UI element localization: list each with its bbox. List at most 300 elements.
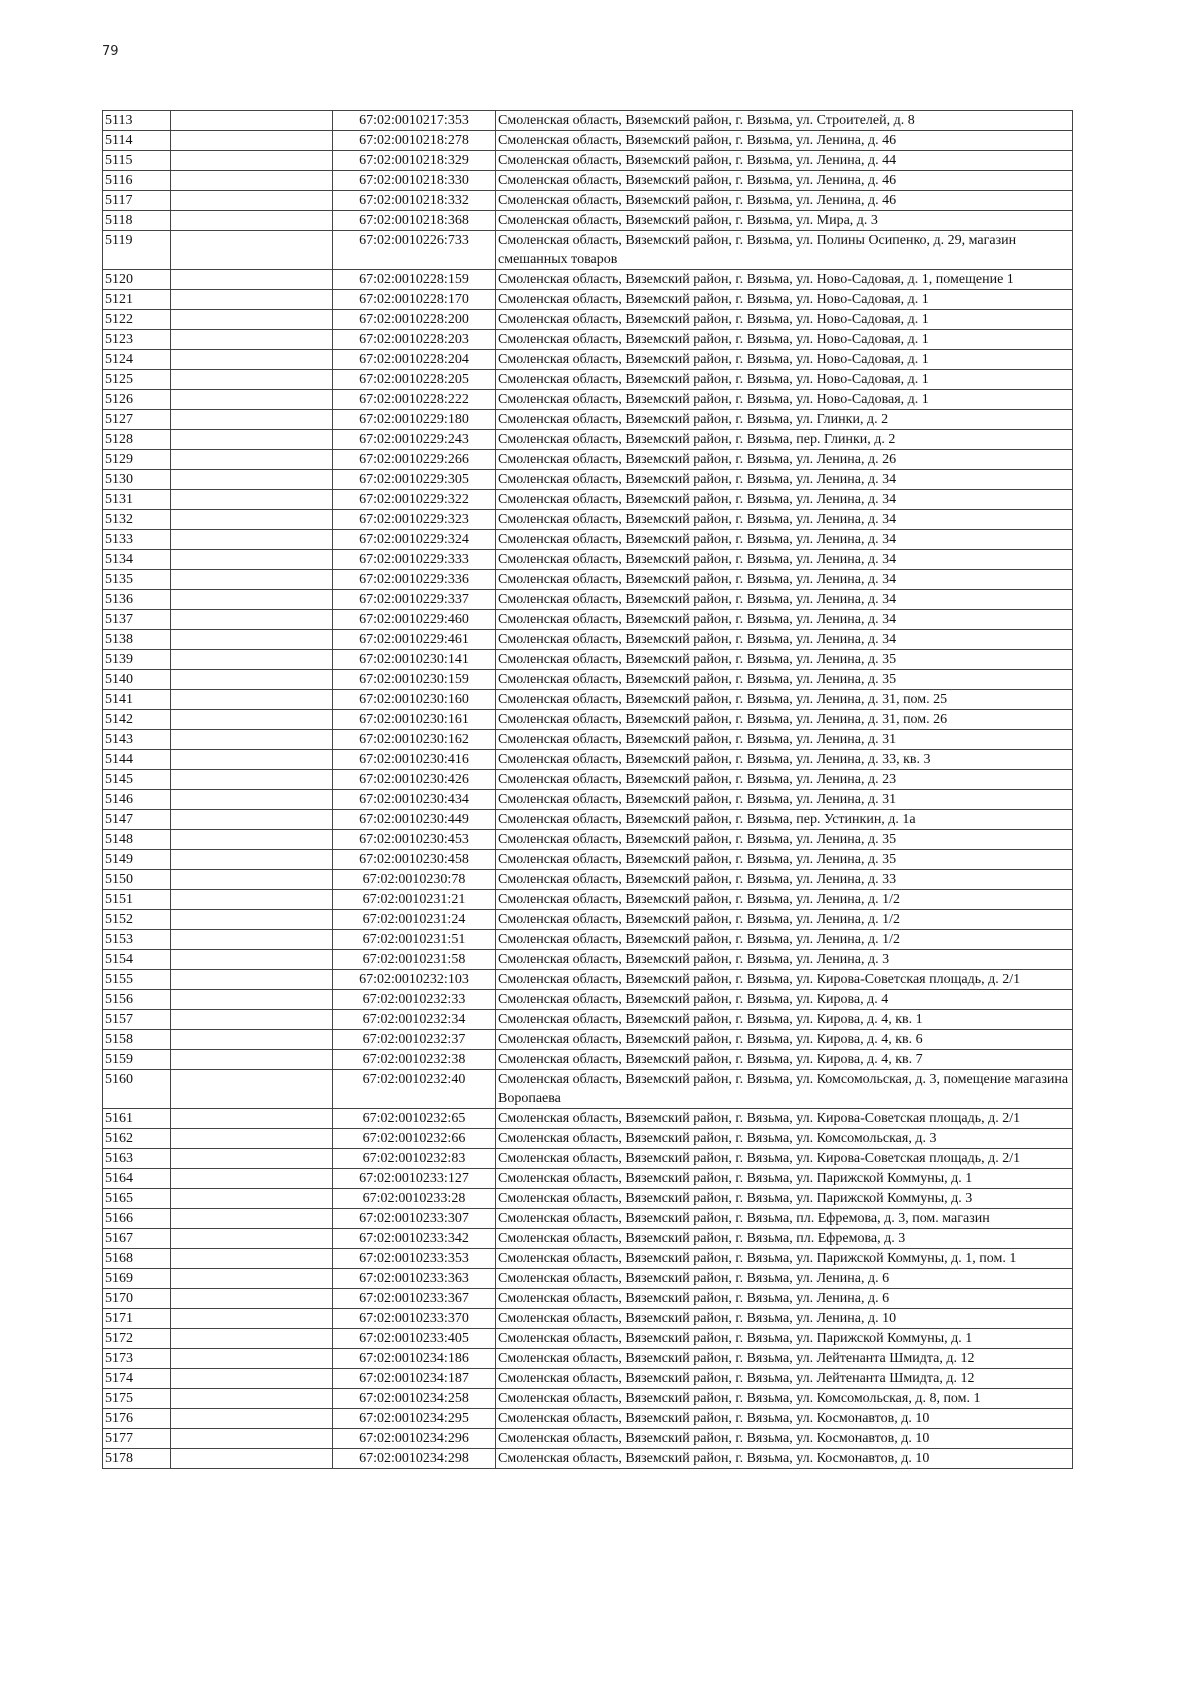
cadastral-number-cell: 67:02:0010232:66 — [333, 1129, 496, 1149]
row-number-cell: 5148 — [103, 830, 171, 850]
row-number-cell: 5123 — [103, 330, 171, 350]
address-cell: Смоленская область, Вяземский район, г. Вязьма, ул. Глинки, д. 2 — [496, 410, 1073, 430]
table-row — [103, 370, 1073, 390]
row-number-cell: 5165 — [103, 1189, 171, 1209]
cadastral-number-cell: 67:02:0010233:353 — [333, 1249, 496, 1269]
address-cell: Смоленская область, Вяземский район, г. Вязьма, ул. Ленина, д. 34 — [496, 590, 1073, 610]
cadastral-number-cell: 67:02:0010217:353 — [333, 111, 496, 131]
cadastral-number-cell: 67:02:0010218:329 — [333, 151, 496, 171]
row-number-cell: 5133 — [103, 530, 171, 550]
table-row — [103, 550, 1073, 570]
empty-cell — [171, 330, 333, 350]
empty-cell — [171, 550, 333, 570]
empty-cell — [171, 370, 333, 390]
cadastral-number-cell: 67:02:0010233:367 — [333, 1289, 496, 1309]
empty-cell — [171, 1209, 333, 1229]
row-number-cell: 5172 — [103, 1329, 171, 1349]
cadastral-number-cell: 67:02:0010234:258 — [333, 1389, 496, 1409]
address-cell: Смоленская область, Вяземский район, г. Вязьма, ул. Ленина, д. 31, пом. 25 — [496, 690, 1073, 710]
row-number-cell: 5167 — [103, 1229, 171, 1249]
address-cell: Смоленская область, Вяземский район, г. Вязьма, ул. Ленина, д. 46 — [496, 131, 1073, 151]
empty-cell — [171, 1030, 333, 1050]
cadastral-number-cell: 67:02:0010232:38 — [333, 1050, 496, 1070]
cadastral-number-cell: 67:02:0010232:33 — [333, 990, 496, 1010]
address-cell: Смоленская область, Вяземский район, г. Вязьма, ул. Ленина, д. 34 — [496, 550, 1073, 570]
table-row — [103, 1030, 1073, 1050]
cadastral-number-cell: 67:02:0010233:28 — [333, 1189, 496, 1209]
cadastral-number-cell: 67:02:0010230:161 — [333, 710, 496, 730]
row-number-cell: 5125 — [103, 370, 171, 390]
empty-cell — [171, 970, 333, 990]
table-row — [103, 1329, 1073, 1349]
address-cell: Смоленская область, Вяземский район, г. Вязьма, ул. Ленина, д. 6 — [496, 1289, 1073, 1309]
row-number-cell: 5138 — [103, 630, 171, 650]
cadastral-number-cell: 67:02:0010233:307 — [333, 1209, 496, 1229]
row-number-cell: 5128 — [103, 430, 171, 450]
address-cell: Смоленская область, Вяземский район, г. Вязьма, ул. Комсомольская, д. 8, пом. 1 — [496, 1389, 1073, 1409]
empty-cell — [171, 570, 333, 590]
cadastral-number-cell: 67:02:0010234:186 — [333, 1349, 496, 1369]
row-number-cell: 5164 — [103, 1169, 171, 1189]
table-row — [103, 1309, 1073, 1329]
empty-cell — [171, 430, 333, 450]
address-cell: Смоленская область, Вяземский район, г. Вязьма, ул. Ново-Садовая, д. 1 — [496, 310, 1073, 330]
empty-cell — [171, 830, 333, 850]
row-number-cell: 5168 — [103, 1249, 171, 1269]
row-number-cell: 5166 — [103, 1209, 171, 1229]
cadastral-number-cell: 67:02:0010233:127 — [333, 1169, 496, 1189]
address-cell: Смоленская область, Вяземский район, г. Вязьма, ул. Ленина, д. 1/2 — [496, 930, 1073, 950]
table-row — [103, 710, 1073, 730]
row-number-cell: 5117 — [103, 191, 171, 211]
empty-cell — [171, 1369, 333, 1389]
row-number-cell: 5145 — [103, 770, 171, 790]
address-cell: Смоленская область, Вяземский район, г. Вязьма, ул. Ново-Садовая, д. 1, помещение 1 — [496, 270, 1073, 290]
empty-cell — [171, 590, 333, 610]
table-row — [103, 670, 1073, 690]
empty-cell — [171, 350, 333, 370]
table-row — [103, 630, 1073, 650]
cadastral-number-cell: 67:02:0010231:58 — [333, 950, 496, 970]
empty-cell — [171, 1289, 333, 1309]
row-number-cell: 5114 — [103, 131, 171, 151]
table-row — [103, 530, 1073, 550]
table-row — [103, 1070, 1073, 1109]
address-cell: Смоленская область, Вяземский район, г. Вязьма, ул. Ново-Садовая, д. 1 — [496, 370, 1073, 390]
table-row — [103, 1229, 1073, 1249]
row-number-cell: 5121 — [103, 290, 171, 310]
table-row — [103, 990, 1073, 1010]
row-number-cell: 5161 — [103, 1109, 171, 1129]
row-number-cell: 5160 — [103, 1070, 171, 1109]
cadastral-number-cell: 67:02:0010232:37 — [333, 1030, 496, 1050]
table-row — [103, 350, 1073, 370]
row-number-cell: 5151 — [103, 890, 171, 910]
address-cell: Смоленская область, Вяземский район, г. Вязьма, ул. Ленина, д. 35 — [496, 850, 1073, 870]
empty-cell — [171, 790, 333, 810]
cadastral-number-cell: 67:02:0010229:461 — [333, 630, 496, 650]
table-row — [103, 211, 1073, 231]
cadastral-number-cell: 67:02:0010218:330 — [333, 171, 496, 191]
row-number-cell: 5132 — [103, 510, 171, 530]
address-cell: Смоленская область, Вяземский район, г. Вязьма, ул. Ново-Садовая, д. 1 — [496, 390, 1073, 410]
empty-cell — [171, 1249, 333, 1269]
address-cell: Смоленская область, Вяземский район, г. Вязьма, ул. Кирова-Советская площадь, д. 2/1 — [496, 1109, 1073, 1129]
table-row — [103, 830, 1073, 850]
empty-cell — [171, 1010, 333, 1030]
row-number-cell: 5149 — [103, 850, 171, 870]
address-cell: Смоленская область, Вяземский район, г. Вязьма, пер. Глинки, д. 2 — [496, 430, 1073, 450]
table-row — [103, 1149, 1073, 1169]
cadastral-number-cell: 67:02:0010230:434 — [333, 790, 496, 810]
address-cell: Смоленская область, Вяземский район, г. Вязьма, ул. Парижской Коммуны, д. 1 — [496, 1329, 1073, 1349]
row-number-cell: 5135 — [103, 570, 171, 590]
row-number-cell: 5146 — [103, 790, 171, 810]
row-number-cell: 5173 — [103, 1349, 171, 1369]
table-row — [103, 1429, 1073, 1449]
empty-cell — [171, 690, 333, 710]
empty-cell — [171, 111, 333, 131]
empty-cell — [171, 950, 333, 970]
address-cell: Смоленская область, Вяземский район, г. Вязьма, ул. Кирова-Советская площадь, д. 2/1 — [496, 1149, 1073, 1169]
row-number-cell: 5124 — [103, 350, 171, 370]
table-row — [103, 930, 1073, 950]
row-number-cell: 5177 — [103, 1429, 171, 1449]
cadastral-number-cell: 67:02:0010229:266 — [333, 450, 496, 470]
address-cell: Смоленская область, Вяземский район, г. Вязьма, ул. Ленина, д. 34 — [496, 470, 1073, 490]
address-cell: Смоленская область, Вяземский район, г. Вязьма, пл. Ефремова, д. 3 — [496, 1229, 1073, 1249]
row-number-cell: 5153 — [103, 930, 171, 950]
cadastral-number-cell: 67:02:0010230:416 — [333, 750, 496, 770]
table-row — [103, 610, 1073, 630]
empty-cell — [171, 310, 333, 330]
address-cell: Смоленская область, Вяземский район, г. Вязьма, ул. Ленина, д. 6 — [496, 1269, 1073, 1289]
empty-cell — [171, 1309, 333, 1329]
empty-cell — [171, 1129, 333, 1149]
row-number-cell: 5116 — [103, 171, 171, 191]
cadastral-number-cell: 67:02:0010233:363 — [333, 1269, 496, 1289]
empty-cell — [171, 730, 333, 750]
empty-cell — [171, 670, 333, 690]
empty-cell — [171, 610, 333, 630]
cadastral-number-cell: 67:02:0010229:460 — [333, 610, 496, 630]
table-row — [103, 770, 1073, 790]
table-row — [103, 1189, 1073, 1209]
empty-cell — [171, 1149, 333, 1169]
table-row — [103, 1369, 1073, 1389]
empty-cell — [171, 171, 333, 191]
table-row — [103, 450, 1073, 470]
address-cell: Смоленская область, Вяземский район, г. Вязьма, ул. Ленина, д. 33 — [496, 870, 1073, 890]
empty-cell — [171, 490, 333, 510]
empty-cell — [171, 530, 333, 550]
address-cell: Смоленская область, Вяземский район, г. Вязьма, ул. Ленина, д. 44 — [496, 151, 1073, 171]
row-number-cell: 5176 — [103, 1409, 171, 1429]
row-number-cell: 5143 — [103, 730, 171, 750]
empty-cell — [171, 470, 333, 490]
address-cell: Смоленская область, Вяземский район, г. Вязьма, ул. Ленина, д. 31, пом. 26 — [496, 710, 1073, 730]
cadastral-number-cell: 67:02:0010229:322 — [333, 490, 496, 510]
cadastral-number-cell: 67:02:0010231:21 — [333, 890, 496, 910]
table-row — [103, 1449, 1073, 1469]
empty-cell — [171, 990, 333, 1010]
row-number-cell: 5147 — [103, 810, 171, 830]
address-cell: Смоленская область, Вяземский район, г. Вязьма, ул. Ново-Садовая, д. 1 — [496, 290, 1073, 310]
cadastral-number-cell: 67:02:0010228:222 — [333, 390, 496, 410]
address-cell: Смоленская область, Вяземский район, г. Вязьма, ул. Космонавтов, д. 10 — [496, 1429, 1073, 1449]
empty-cell — [171, 510, 333, 530]
row-number-cell: 5178 — [103, 1449, 171, 1469]
cadastral-number-cell: 67:02:0010234:296 — [333, 1429, 496, 1449]
address-cell: Смоленская область, Вяземский район, г. Вязьма, ул. Мира, д. 3 — [496, 211, 1073, 231]
empty-cell — [171, 870, 333, 890]
row-number-cell: 5120 — [103, 270, 171, 290]
row-number-cell: 5169 — [103, 1269, 171, 1289]
address-cell: Смоленская область, Вяземский район, г. Вязьма, ул. Кирова, д. 4, кв. 6 — [496, 1030, 1073, 1050]
cadastral-number-cell: 67:02:0010230:159 — [333, 670, 496, 690]
empty-cell — [171, 770, 333, 790]
cadastral-number-cell: 67:02:0010226:733 — [333, 231, 496, 270]
cadastral-number-cell: 67:02:0010231:51 — [333, 930, 496, 950]
empty-cell — [171, 390, 333, 410]
property-registry-table — [102, 110, 1073, 1469]
empty-cell — [171, 1389, 333, 1409]
cadastral-number-cell: 67:02:0010234:187 — [333, 1369, 496, 1389]
table-row — [103, 410, 1073, 430]
row-number-cell: 5175 — [103, 1389, 171, 1409]
table-row — [103, 171, 1073, 191]
address-cell: Смоленская область, Вяземский район, г. Вязьма, ул. Ленина, д. 35 — [496, 650, 1073, 670]
cadastral-number-cell: 67:02:0010228:159 — [333, 270, 496, 290]
empty-cell — [171, 1449, 333, 1469]
empty-cell — [171, 1169, 333, 1189]
address-cell: Смоленская область, Вяземский район, г. Вязьма, ул. Ленина, д. 3 — [496, 950, 1073, 970]
table-row — [103, 1289, 1073, 1309]
address-cell: Смоленская область, Вяземский район, г. Вязьма, ул. Ленина, д. 1/2 — [496, 890, 1073, 910]
address-cell: Смоленская область, Вяземский район, г. Вязьма, ул. Ленина, д. 34 — [496, 490, 1073, 510]
table-row — [103, 390, 1073, 410]
empty-cell — [171, 1229, 333, 1249]
address-cell: Смоленская область, Вяземский район, г. Вязьма, ул. Парижской Коммуны, д. 1, пом. 1 — [496, 1249, 1073, 1269]
row-number-cell: 5155 — [103, 970, 171, 990]
cadastral-number-cell: 67:02:0010232:65 — [333, 1109, 496, 1129]
table-row — [103, 1269, 1073, 1289]
row-number-cell: 5126 — [103, 390, 171, 410]
row-number-cell: 5134 — [103, 550, 171, 570]
cadastral-number-cell: 67:02:0010231:24 — [333, 910, 496, 930]
table-row — [103, 191, 1073, 211]
row-number-cell: 5140 — [103, 670, 171, 690]
row-number-cell: 5141 — [103, 690, 171, 710]
empty-cell — [171, 1329, 333, 1349]
table-row — [103, 690, 1073, 710]
table-row — [103, 151, 1073, 171]
cadastral-number-cell: 67:02:0010233:405 — [333, 1329, 496, 1349]
table-row — [103, 510, 1073, 530]
row-number-cell: 5171 — [103, 1309, 171, 1329]
cadastral-number-cell: 67:02:0010228:203 — [333, 330, 496, 350]
table-row — [103, 1209, 1073, 1229]
empty-cell — [171, 810, 333, 830]
table-row — [103, 1349, 1073, 1369]
address-cell: Смоленская область, Вяземский район, г. Вязьма, ул. Ленина, д. 34 — [496, 510, 1073, 530]
empty-cell — [171, 1189, 333, 1209]
row-number-cell: 5127 — [103, 410, 171, 430]
cadastral-number-cell: 67:02:0010228:170 — [333, 290, 496, 310]
table-row — [103, 570, 1073, 590]
address-cell: Смоленская область, Вяземский район, г. Вязьма, ул. Ленина, д. 31 — [496, 790, 1073, 810]
address-cell: Смоленская область, Вяземский район, г. Вязьма, ул. Ленина, д. 34 — [496, 570, 1073, 590]
row-number-cell: 5118 — [103, 211, 171, 231]
table-row — [103, 1249, 1073, 1269]
empty-cell — [171, 231, 333, 270]
empty-cell — [171, 450, 333, 470]
page-number: 79 — [102, 44, 119, 59]
cadastral-number-cell: 67:02:0010230:78 — [333, 870, 496, 890]
address-cell: Смоленская область, Вяземский район, г. Вязьма, ул. Космонавтов, д. 10 — [496, 1449, 1073, 1469]
row-number-cell: 5115 — [103, 151, 171, 171]
address-cell: Смоленская область, Вяземский район, г. Вязьма, ул. Ново-Садовая, д. 1 — [496, 350, 1073, 370]
empty-cell — [171, 1409, 333, 1429]
cadastral-number-cell: 67:02:0010218:368 — [333, 211, 496, 231]
address-cell: Смоленская область, Вяземский район, г. Вязьма, ул. Лейтенанта Шмидта, д. 12 — [496, 1349, 1073, 1369]
cadastral-number-cell: 67:02:0010229:337 — [333, 590, 496, 610]
address-cell: Смоленская область, Вяземский район, г. Вязьма, ул. Ленина, д. 31 — [496, 730, 1073, 750]
empty-cell — [171, 1070, 333, 1109]
address-cell: Смоленская область, Вяземский район, г. Вязьма, ул. Парижской Коммуны, д. 1 — [496, 1169, 1073, 1189]
table-row — [103, 430, 1073, 450]
table-row — [103, 1050, 1073, 1070]
table-row — [103, 290, 1073, 310]
row-number-cell: 5154 — [103, 950, 171, 970]
table-row — [103, 650, 1073, 670]
table-row — [103, 910, 1073, 930]
address-cell: Смоленская область, Вяземский район, г. Вязьма, ул. Ленина, д. 10 — [496, 1309, 1073, 1329]
address-cell: Смоленская область, Вяземский район, г. Вязьма, ул. Полины Осипенко, д. 29, магазин смешанных товаров — [496, 231, 1073, 270]
table-row — [103, 970, 1073, 990]
table-row — [103, 1409, 1073, 1429]
row-number-cell: 5159 — [103, 1050, 171, 1070]
row-number-cell: 5131 — [103, 490, 171, 510]
row-number-cell: 5163 — [103, 1149, 171, 1169]
cadastral-number-cell: 67:02:0010230:162 — [333, 730, 496, 750]
address-cell: Смоленская область, Вяземский район, г. Вязьма, ул. Ленина, д. 34 — [496, 630, 1073, 650]
address-cell: Смоленская область, Вяземский район, г. Вязьма, ул. Ленина, д. 35 — [496, 830, 1073, 850]
cadastral-number-cell: 67:02:0010234:295 — [333, 1409, 496, 1429]
address-cell: Смоленская область, Вяземский район, г. Вязьма, ул. Комсомольская, д. 3 — [496, 1129, 1073, 1149]
empty-cell — [171, 410, 333, 430]
address-cell: Смоленская область, Вяземский район, г. Вязьма, ул. Ленина, д. 34 — [496, 530, 1073, 550]
cadastral-number-cell: 67:02:0010230:449 — [333, 810, 496, 830]
row-number-cell: 5122 — [103, 310, 171, 330]
row-number-cell: 5129 — [103, 450, 171, 470]
cadastral-number-cell: 67:02:0010229:180 — [333, 410, 496, 430]
table-row — [103, 810, 1073, 830]
cadastral-number-cell: 67:02:0010218:278 — [333, 131, 496, 151]
table-body — [103, 111, 1073, 1469]
row-number-cell: 5113 — [103, 111, 171, 131]
table-row — [103, 1129, 1073, 1149]
empty-cell — [171, 191, 333, 211]
row-number-cell: 5150 — [103, 870, 171, 890]
empty-cell — [171, 910, 333, 930]
table-row — [103, 330, 1073, 350]
table-row — [103, 730, 1073, 750]
cadastral-number-cell: 67:02:0010232:34 — [333, 1010, 496, 1030]
address-cell: Смоленская область, Вяземский район, г. Вязьма, ул. Ленина, д. 34 — [496, 610, 1073, 630]
empty-cell — [171, 151, 333, 171]
address-cell: Смоленская область, Вяземский район, г. Вязьма, ул. Лейтенанта Шмидта, д. 12 — [496, 1369, 1073, 1389]
table-row — [103, 270, 1073, 290]
empty-cell — [171, 650, 333, 670]
cadastral-number-cell: 67:02:0010234:298 — [333, 1449, 496, 1469]
empty-cell — [171, 290, 333, 310]
cadastral-number-cell: 67:02:0010232:83 — [333, 1149, 496, 1169]
row-number-cell: 5157 — [103, 1010, 171, 1030]
table-row — [103, 1169, 1073, 1189]
row-number-cell: 5130 — [103, 470, 171, 490]
address-cell: Смоленская область, Вяземский район, г. Вязьма, ул. Кирова-Советская площадь, д. 2/1 — [496, 970, 1073, 990]
cadastral-number-cell: 67:02:0010232:40 — [333, 1070, 496, 1109]
row-number-cell: 5174 — [103, 1369, 171, 1389]
cadastral-number-cell: 67:02:0010230:160 — [333, 690, 496, 710]
table-row — [103, 750, 1073, 770]
table-row — [103, 231, 1073, 270]
row-number-cell: 5142 — [103, 710, 171, 730]
table-row — [103, 950, 1073, 970]
address-cell: Смоленская область, Вяземский район, г. Вязьма, ул. Кирова, д. 4, кв. 7 — [496, 1050, 1073, 1070]
cadastral-number-cell: 67:02:0010218:332 — [333, 191, 496, 211]
row-number-cell: 5137 — [103, 610, 171, 630]
empty-cell — [171, 1349, 333, 1369]
empty-cell — [171, 930, 333, 950]
empty-cell — [171, 750, 333, 770]
cadastral-number-cell: 67:02:0010233:370 — [333, 1309, 496, 1329]
table-row — [103, 1389, 1073, 1409]
cadastral-number-cell: 67:02:0010232:103 — [333, 970, 496, 990]
cadastral-number-cell: 67:02:0010229:336 — [333, 570, 496, 590]
row-number-cell: 5144 — [103, 750, 171, 770]
address-cell: Смоленская область, Вяземский район, г. Вязьма, ул. Парижской Коммуны, д. 3 — [496, 1189, 1073, 1209]
table-row — [103, 890, 1073, 910]
cadastral-number-cell: 67:02:0010230:141 — [333, 650, 496, 670]
table-row — [103, 111, 1073, 131]
table-row — [103, 870, 1073, 890]
cadastral-number-cell: 67:02:0010229:305 — [333, 470, 496, 490]
address-cell: Смоленская область, Вяземский район, г. Вязьма, ул. Ленина, д. 23 — [496, 770, 1073, 790]
row-number-cell: 5158 — [103, 1030, 171, 1050]
table-row — [103, 790, 1073, 810]
table-row — [103, 490, 1073, 510]
address-cell: Смоленская область, Вяземский район, г. Вязьма, пл. Ефремова, д. 3, пом. магазин — [496, 1209, 1073, 1229]
empty-cell — [171, 890, 333, 910]
address-cell: Смоленская область, Вяземский район, г. Вязьма, ул. Ново-Садовая, д. 1 — [496, 330, 1073, 350]
address-cell: Смоленская область, Вяземский район, г. Вязьма, пер. Устинкин, д. 1а — [496, 810, 1073, 830]
cadastral-number-cell: 67:02:0010230:426 — [333, 770, 496, 790]
row-number-cell: 5139 — [103, 650, 171, 670]
table-row — [103, 1010, 1073, 1030]
row-number-cell: 5152 — [103, 910, 171, 930]
cadastral-number-cell: 67:02:0010229:333 — [333, 550, 496, 570]
address-cell: Смоленская область, Вяземский район, г. Вязьма, ул. Ленина, д. 33, кв. 3 — [496, 750, 1073, 770]
address-cell: Смоленская область, Вяземский район, г. Вязьма, ул. Кирова, д. 4, кв. 1 — [496, 1010, 1073, 1030]
address-cell: Смоленская область, Вяземский район, г. Вязьма, ул. Ленина, д. 46 — [496, 191, 1073, 211]
cadastral-number-cell: 67:02:0010229:324 — [333, 530, 496, 550]
table-row — [103, 1109, 1073, 1129]
cadastral-number-cell: 67:02:0010230:453 — [333, 830, 496, 850]
cadastral-number-cell: 67:02:0010229:243 — [333, 430, 496, 450]
row-number-cell: 5119 — [103, 231, 171, 270]
